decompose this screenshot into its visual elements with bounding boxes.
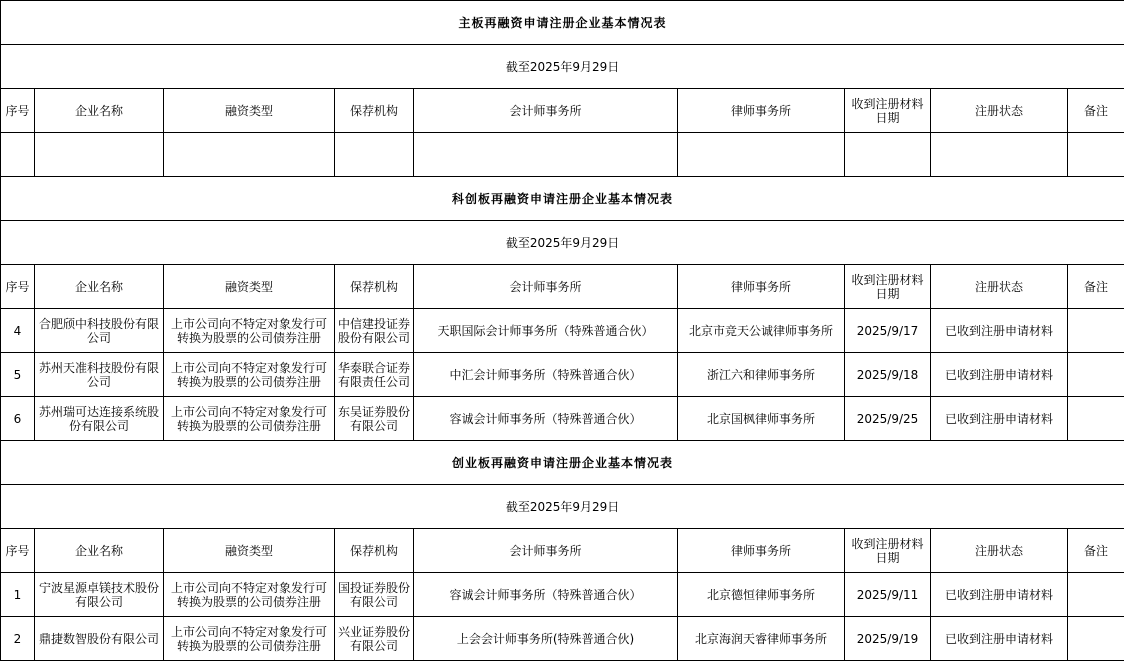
registration-status-cell [931, 133, 1068, 177]
remark-cell [1068, 353, 1124, 397]
header-remark: 备注 [1068, 265, 1124, 309]
law-firm-cell: 北京市竞天公诚律师事务所 [678, 309, 845, 353]
sponsor-cell: 兴业证券股份有限公司 [335, 617, 414, 661]
header-sponsor: 保荐机构 [335, 89, 414, 133]
remark-cell [1068, 397, 1124, 441]
row-number-cell: 5 [1, 353, 35, 397]
section-title: 创业板再融资申请注册企业基本情况表 [1, 441, 1124, 485]
header-financing-type: 融资类型 [164, 529, 335, 573]
header-row-number: 序号 [1, 529, 35, 573]
accounting-firm-cell: 中汇会计师事务所（特殊普通合伙） [414, 353, 678, 397]
table-row [1, 397, 1124, 441]
received-date-cell: 2025/9/25 [845, 397, 931, 441]
header-sponsor: 保荐机构 [335, 529, 414, 573]
header-law-firm: 律师事务所 [678, 529, 845, 573]
sponsor-cell: 中信建投证券股份有限公司 [335, 309, 414, 353]
accounting-firm-cell: 容诚会计师事务所（特殊普通合伙） [414, 573, 678, 617]
financing-type-cell [164, 133, 335, 177]
sponsor-cell: 东吴证券股份有限公司 [335, 397, 414, 441]
header-financing-type: 融资类型 [164, 89, 335, 133]
header-registration-status: 注册状态 [931, 265, 1068, 309]
registration-status-cell: 已收到注册申请材料 [931, 573, 1068, 617]
section-title-row [1, 1, 1124, 45]
remark-cell [1068, 309, 1124, 353]
received-date-cell: 2025/9/18 [845, 353, 931, 397]
as-of-date-row [1, 45, 1124, 89]
received-date-cell [845, 133, 931, 177]
company-name-cell: 宁波星源卓镁技术股份有限公司 [35, 573, 164, 617]
section-title: 科创板再融资申请注册企业基本情况表 [1, 177, 1124, 221]
header-row-number: 序号 [1, 89, 35, 133]
financing-type-cell: 上市公司向不特定对象发行可转换为股票的公司债券注册 [164, 573, 335, 617]
financing-type-cell: 上市公司向不特定对象发行可转换为股票的公司债券注册 [164, 617, 335, 661]
company-name-cell: 鼎捷数智股份有限公司 [35, 617, 164, 661]
header-received-date: 收到注册材料日期 [845, 89, 931, 133]
header-registration-status: 注册状态 [931, 89, 1068, 133]
table-row [1, 617, 1124, 661]
remark-cell [1068, 133, 1124, 177]
as-of-date-row [1, 485, 1124, 529]
row-number-cell: 2 [1, 617, 35, 661]
header-registration-status: 注册状态 [931, 529, 1068, 573]
table-row [1, 309, 1124, 353]
law-firm-cell: 北京德恒律师事务所 [678, 573, 845, 617]
accounting-firm-cell [414, 133, 678, 177]
remark-cell [1068, 617, 1124, 661]
accounting-firm-cell: 容诚会计师事务所（特殊普通合伙） [414, 397, 678, 441]
header-accounting-firm: 会计师事务所 [414, 265, 678, 309]
row-number-cell: 6 [1, 397, 35, 441]
section-title: 主板再融资申请注册企业基本情况表 [1, 1, 1124, 45]
header-company-name: 企业名称 [35, 89, 164, 133]
as-of-date: 截至2025年9月29日 [1, 45, 1124, 89]
as-of-date: 截至2025年9月29日 [1, 485, 1124, 529]
header-law-firm: 律师事务所 [678, 89, 845, 133]
header-received-date: 收到注册材料日期 [845, 265, 931, 309]
row-number-cell: 1 [1, 573, 35, 617]
header-remark: 备注 [1068, 89, 1124, 133]
header-financing-type: 融资类型 [164, 265, 335, 309]
as-of-date-row [1, 221, 1124, 265]
header-row-number: 序号 [1, 265, 35, 309]
table-header-row [1, 89, 1124, 133]
header-company-name: 企业名称 [35, 265, 164, 309]
company-name-cell: 苏州瑞可达连接系统股份有限公司 [35, 397, 164, 441]
company-name-cell: 合肥颀中科技股份有限公司 [35, 309, 164, 353]
header-remark: 备注 [1068, 529, 1124, 573]
accounting-firm-cell: 天职国际会计师事务所（特殊普通合伙） [414, 309, 678, 353]
header-company-name: 企业名称 [35, 529, 164, 573]
company-name-cell [35, 133, 164, 177]
header-accounting-firm: 会计师事务所 [414, 529, 678, 573]
row-number-cell: 4 [1, 309, 35, 353]
header-received-date: 收到注册材料日期 [845, 529, 931, 573]
company-name-cell: 苏州天准科技股份有限公司 [35, 353, 164, 397]
sponsor-cell: 华泰联合证券有限责任公司 [335, 353, 414, 397]
registration-status-cell: 已收到注册申请材料 [931, 617, 1068, 661]
table-row [1, 573, 1124, 617]
registration-status-cell: 已收到注册申请材料 [931, 397, 1068, 441]
law-firm-cell: 北京国枫律师事务所 [678, 397, 845, 441]
table-header-row [1, 265, 1124, 309]
sponsor-cell [335, 133, 414, 177]
table-row [1, 133, 1124, 177]
received-date-cell: 2025/9/19 [845, 617, 931, 661]
financing-type-cell: 上市公司向不特定对象发行可转换为股票的公司债券注册 [164, 397, 335, 441]
registration-status-cell: 已收到注册申请材料 [931, 309, 1068, 353]
header-law-firm: 律师事务所 [678, 265, 845, 309]
registration-status-cell: 已收到注册申请材料 [931, 353, 1068, 397]
financing-type-cell: 上市公司向不特定对象发行可转换为股票的公司债券注册 [164, 353, 335, 397]
sponsor-cell: 国投证券股份有限公司 [335, 573, 414, 617]
as-of-date: 截至2025年9月29日 [1, 221, 1124, 265]
section-title-row [1, 441, 1124, 485]
section-title-row [1, 177, 1124, 221]
law-firm-cell [678, 133, 845, 177]
remark-cell [1068, 573, 1124, 617]
table-header-row [1, 529, 1124, 573]
header-accounting-firm: 会计师事务所 [414, 89, 678, 133]
accounting-firm-cell: 上会会计师事务所(特殊普通合伙) [414, 617, 678, 661]
table-row [1, 353, 1124, 397]
header-sponsor: 保荐机构 [335, 265, 414, 309]
row-number-cell [1, 133, 35, 177]
received-date-cell: 2025/9/17 [845, 309, 931, 353]
received-date-cell: 2025/9/11 [845, 573, 931, 617]
law-firm-cell: 北京海润天睿律师事务所 [678, 617, 845, 661]
financing-type-cell: 上市公司向不特定对象发行可转换为股票的公司债券注册 [164, 309, 335, 353]
law-firm-cell: 浙江六和律师事务所 [678, 353, 845, 397]
